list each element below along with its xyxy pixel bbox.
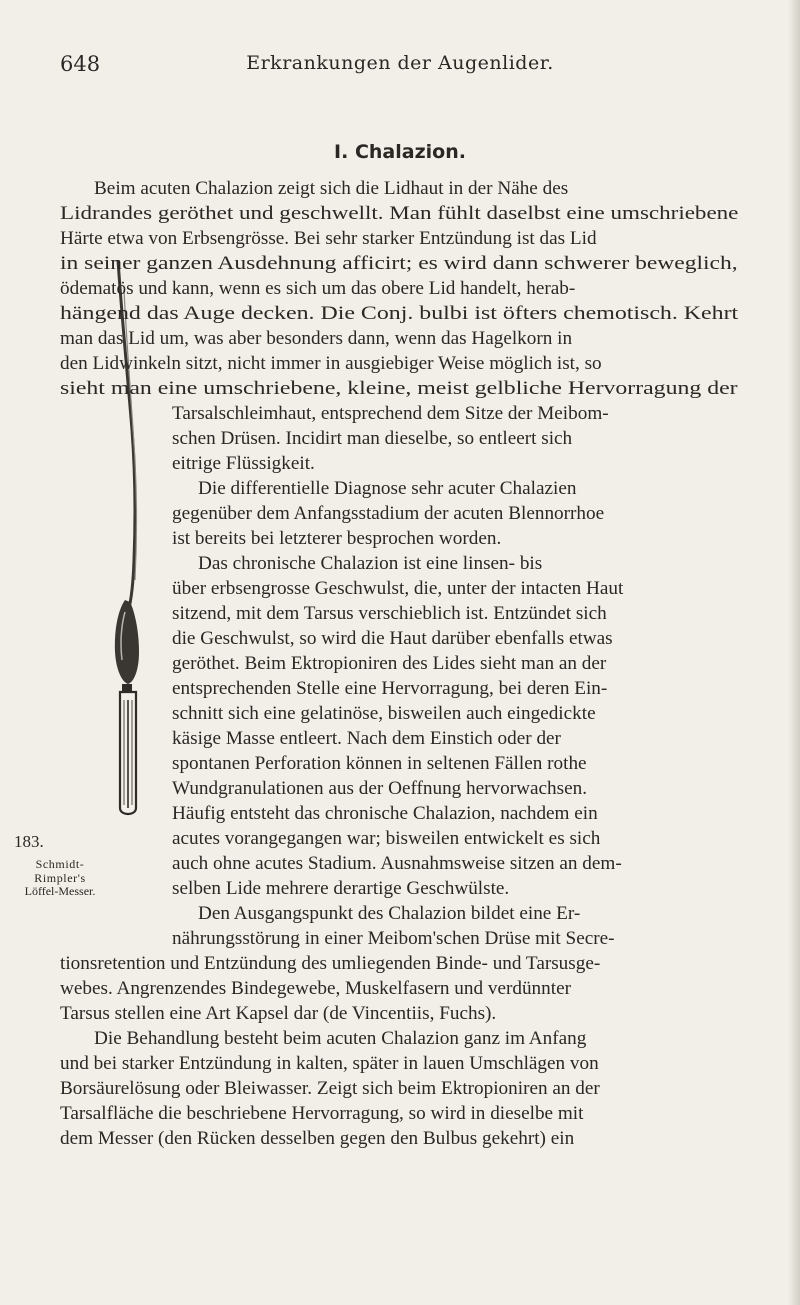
- running-title: Erkrankungen der Augenlider.: [246, 52, 554, 74]
- text-line: und bei starker Entzündung in kalten, später in lauen Umschlägen von: [60, 1053, 599, 1074]
- text-line: Lidrandes geröthet und geschwellt. Man fühlt daselbst eine umschriebene: [60, 203, 739, 224]
- text-line: hängend das Auge decken. Die Conj. bulbi ist öfters chemotisch. Kehrt: [60, 303, 739, 324]
- text-line: Wundgranulationen aus der Oeffnung hervorwachsen.: [172, 778, 587, 799]
- figure-caption-line3: Löffel-Messer.: [24, 884, 96, 898]
- text-line: schnitt sich eine gelatinöse, bisweilen auch eingedickte: [172, 703, 596, 724]
- text-line: sitzend, mit dem Tarsus verschieblich ist. Entzündet sich: [172, 603, 607, 624]
- text-line: Häufig entsteht das chronische Chalazion, nachdem ein: [172, 803, 598, 824]
- text-line: Beim acuten Chalazion zeigt sich die Lidhaut in der Nähe des: [94, 178, 569, 199]
- text-line: Den Ausgangspunkt des Chalazion bildet eine Er-: [198, 903, 581, 924]
- text-line: sieht man eine umschriebene, kleine, meist gelbliche Hervorragung der: [60, 378, 738, 399]
- text-line: acutes vorangegangen war; bisweilen entwickelt es sich: [172, 828, 601, 849]
- text-line: selben Lide mehrere derartige Geschwülste.: [172, 878, 510, 899]
- text-line: Tarsus stellen eine Art Kapsel dar (de Vincentiis, Fuchs).: [60, 1003, 497, 1024]
- text-line: auch ohne acutes Stadium. Ausnahmsweise sitzen an dem-: [172, 853, 622, 874]
- page-edge-shadow: [788, 0, 800, 1305]
- text-line: Die differentielle Diagnose sehr acuter Chalazien: [198, 478, 577, 499]
- figure-caption-line2: Rimpler's: [34, 871, 86, 885]
- page-header: [0, 52, 800, 82]
- figure-number: 183.: [14, 832, 44, 851]
- text-line: über erbsengrosse Geschwulst, die, unter der intacten Haut: [172, 578, 624, 599]
- text-line: eitrige Flüssigkeit.: [172, 453, 315, 474]
- text-line: man das Lid um, was aber besonders dann, wenn das Hagelkorn in: [60, 328, 573, 349]
- text-line: in seiner ganzen Ausdehnung afficirt; es wird dann schwerer beweglich,: [60, 253, 738, 274]
- text-line: Borsäurelösung oder Bleiwasser. Zeigt sich beim Ektropioniren an der: [60, 1078, 600, 1099]
- figure-caption-line1: Schmidt-: [35, 857, 85, 871]
- text-line: tionsretention und Entzündung des umliegenden Binde- und Tarsusge-: [60, 953, 601, 974]
- text-line: geröthet. Beim Ektropioniren des Lides sieht man an der: [172, 653, 607, 674]
- text-line: käsige Masse entleert. Nach dem Einstich oder der: [172, 728, 561, 749]
- text-line: die Geschwulst, so wird die Haut darüber ebenfalls etwas: [172, 628, 613, 649]
- text-line: spontanen Perforation können in seltenen Fällen rothe: [172, 753, 587, 774]
- text-line: Tarsalfläche die beschriebene Hervorragung, so wird in dieselbe mit: [60, 1103, 584, 1124]
- section-title: I. Chalazion.: [334, 141, 466, 163]
- text-line: ödematös und kann, wenn es sich um das obere Lid handelt, herab-: [60, 278, 576, 299]
- text-line: gegenüber dem Anfangsstadium der acuten Blennorrhoe: [172, 503, 605, 524]
- text-line: schen Drüsen. Incidirt man dieselbe, so entleert sich: [172, 428, 573, 449]
- text-line: Die Behandlung besteht beim acuten Chalazion ganz im Anfang: [94, 1028, 587, 1049]
- text-line: entsprechenden Stelle eine Hervorragung, bei deren Ein-: [172, 678, 608, 699]
- text-line: webes. Angrenzendes Bindegewebe, Muskelfasern und verdünnter: [60, 978, 571, 999]
- text-line: Tarsalschleimhaut, entsprechend dem Sitze der Meibom-: [172, 403, 609, 424]
- text-line: ist bereits bei letzterer besprochen worden.: [172, 528, 502, 549]
- text-line: nährungsstörung in einer Meibom'schen Drüse mit Secre-: [172, 928, 615, 949]
- text-line: den Lidwinkeln sitzt, nicht immer in ausgiebiger Weise möglich ist, so: [60, 353, 602, 374]
- page-number: 648: [60, 52, 101, 76]
- text-line: Das chronische Chalazion ist eine linsen- bis: [198, 553, 543, 574]
- text-line: dem Messer (den Rücken desselben gegen den Bulbus gekehrt) ein: [60, 1128, 575, 1149]
- text-line: Härte etwa von Erbsengrösse. Bei sehr starker Entzündung ist das Lid: [60, 228, 597, 249]
